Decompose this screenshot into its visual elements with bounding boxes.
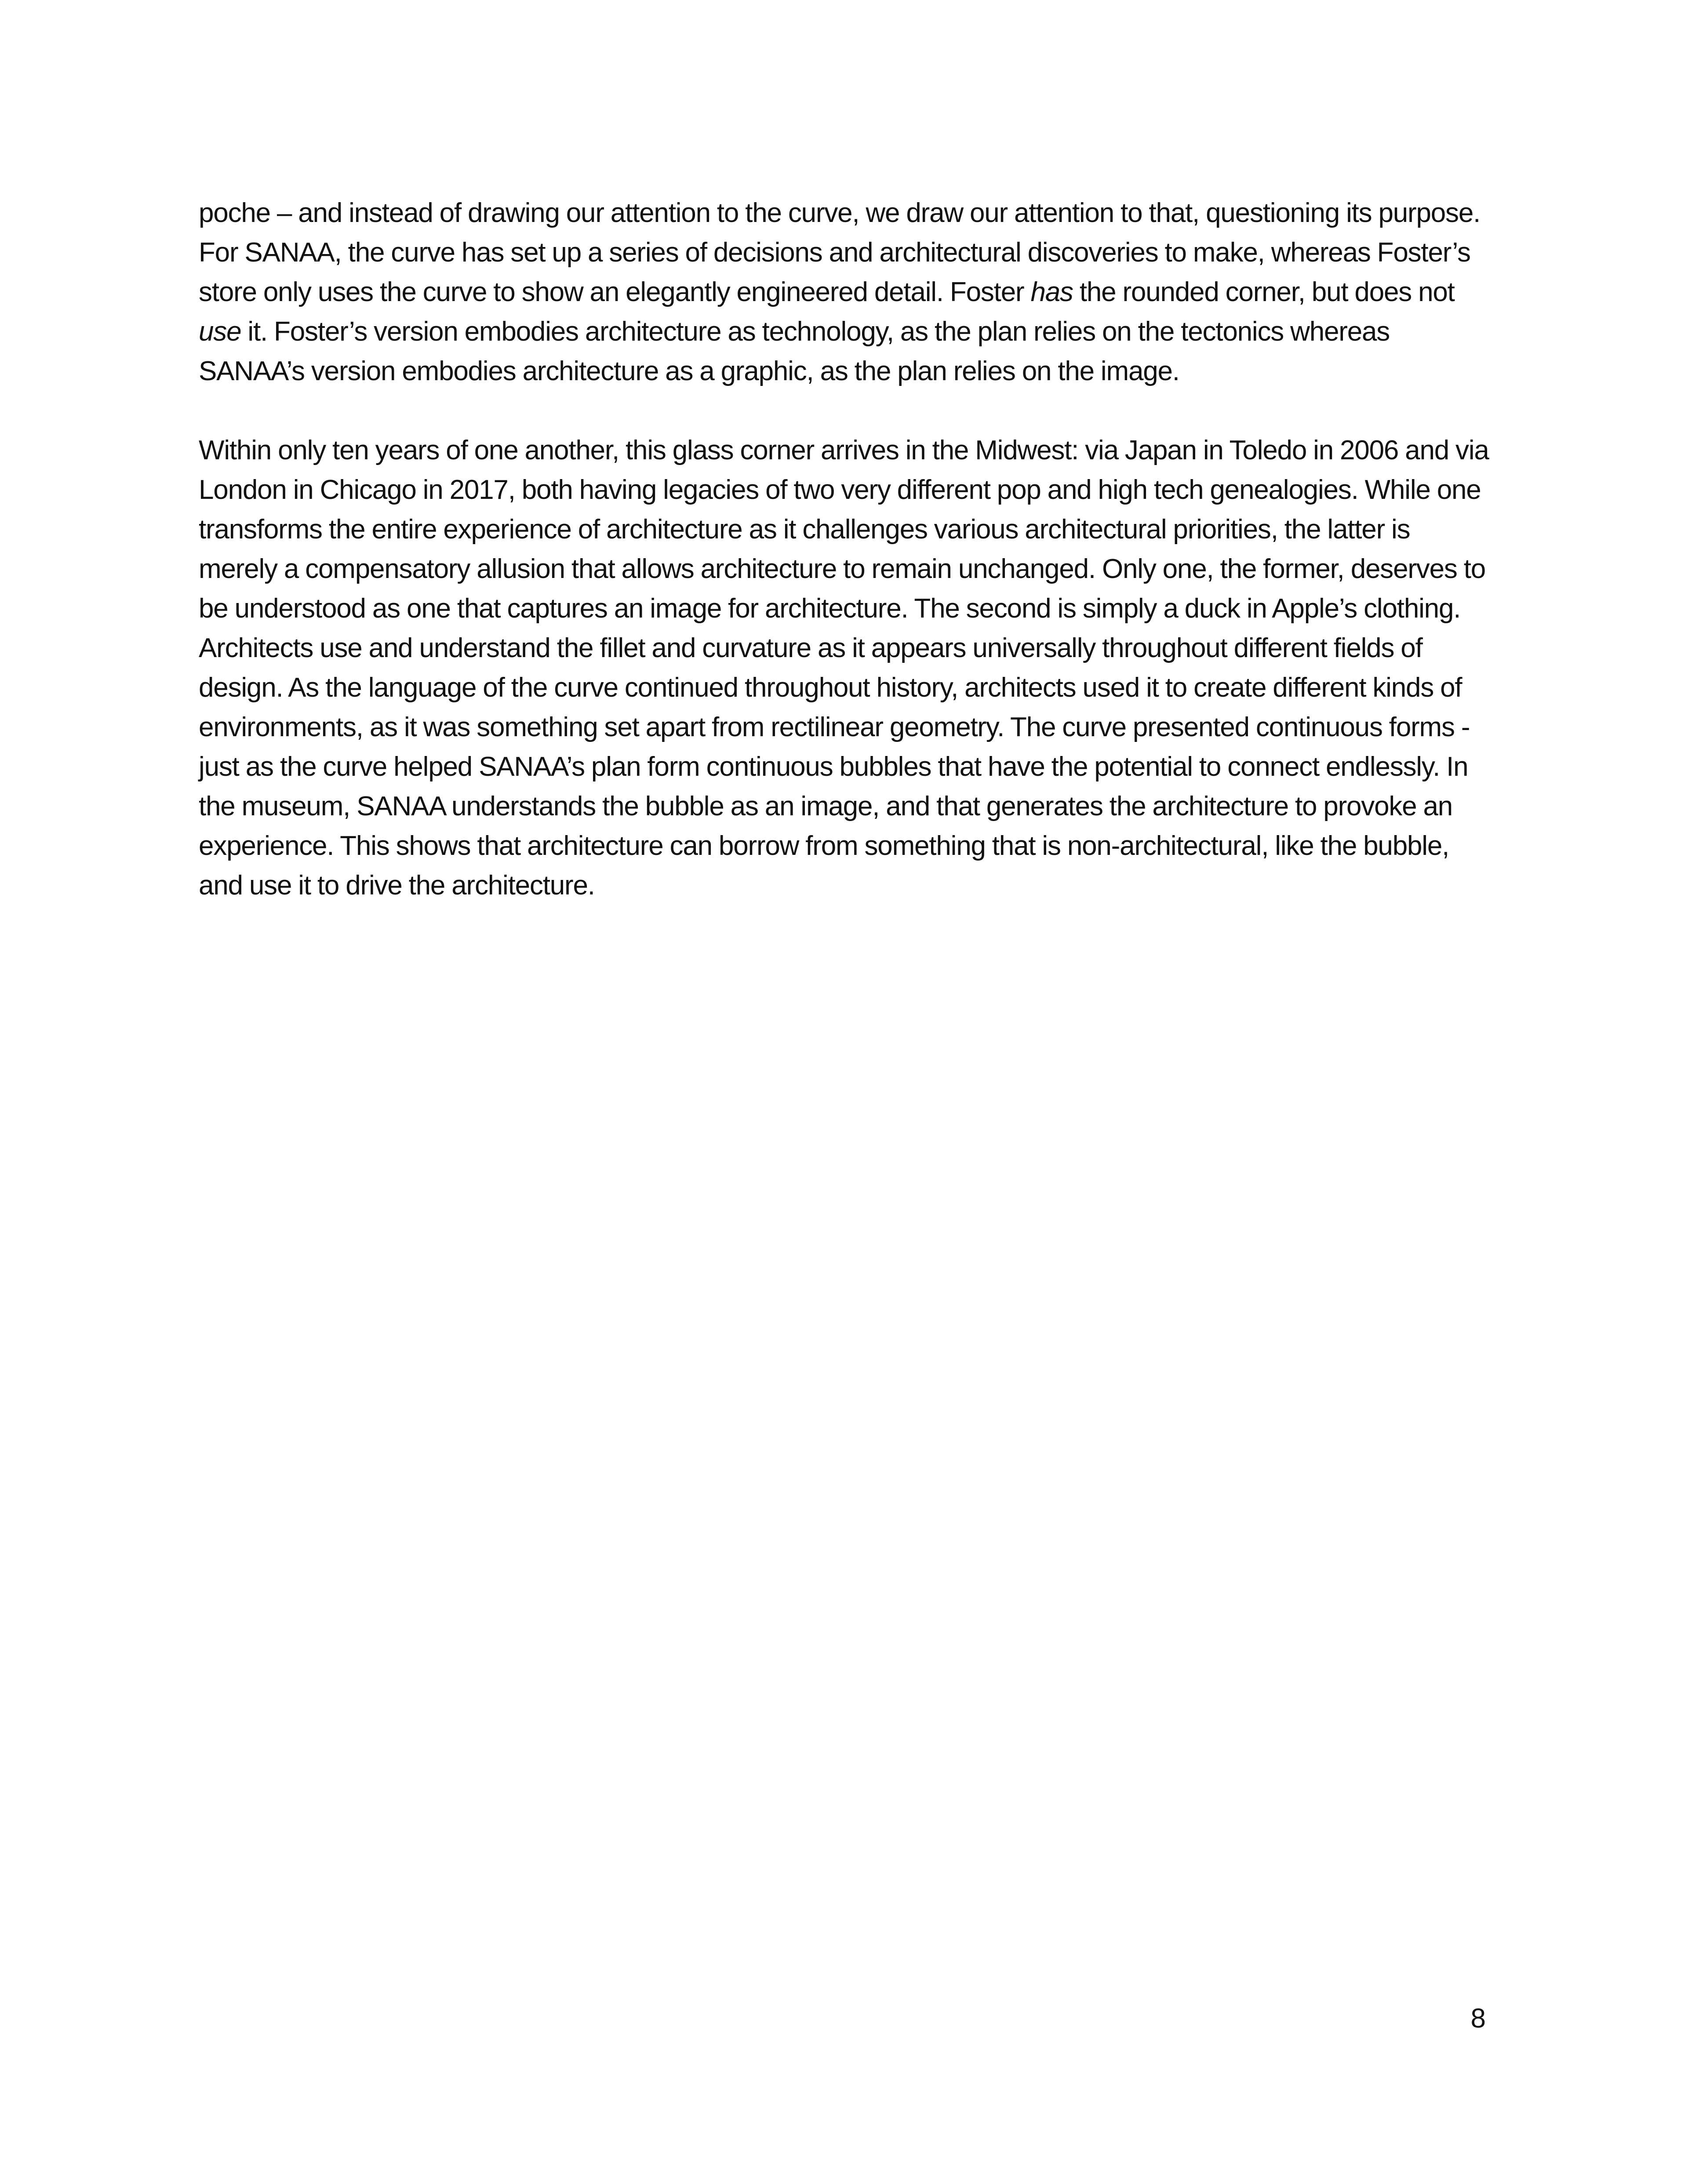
paragraph-1-segment: the rounded corner, but does not [1073, 277, 1455, 307]
emphasis-has: has [1030, 277, 1073, 307]
paragraph-1-segment: it. Foster’s version embodies architecture as technology, as the plan relies on the tectonics whereas SANAA’s version embodies architecture as a graphic, as the plan relies on the image. [199, 316, 1390, 386]
paragraph-2 [199, 431, 1491, 905]
paragraph-1-segment: poche – and instead of drawing our attention to the curve, we draw our attention to that, questioning its purpose. For SANAA, the curve has set up a series of decisions and architectural discoveries to make, whereas Foster’s store only uses the curve to show an elegantly engineered detail. Foster [199, 198, 1481, 307]
paragraph-1 [199, 193, 1491, 391]
emphasis-use: use [199, 316, 241, 347]
paragraph-2-segment: Within only ten years of one another, this glass corner arrives in the Midwest: via Japan in Toledo in 2006 and via London in Chicago in 2017, both having legacies of two very different pop and high tech genealogies. While one transforms the entire experience of architecture as it challenges various architectural priorities, the latter is merely a compensatory allusion that allows architecture to remain unchanged. Only one, the former, deserves to be understood as one that captures an image for architecture. The second is simply a duck in Apple’s clothing. Architects use and understand the fillet and curvature as it appears universally throughout different fields of design. As the language of the curve continued throughout history, architects used it to create different kinds of environments, as it was something set apart from rectilinear geometry. The curve presented continuous forms - just as the curve helped SANAA’s plan form continuous bubbles that have the potential to connect endlessly. In the museum, SANAA understands the bubble as an image, and that generates the architecture to provoke an experience. This shows that architecture can borrow from something that is non-architectural, like the bubble, and use it to drive the architecture. [199, 435, 1489, 901]
body-text [199, 193, 1491, 945]
page-number: 8 [1470, 2003, 1486, 2034]
